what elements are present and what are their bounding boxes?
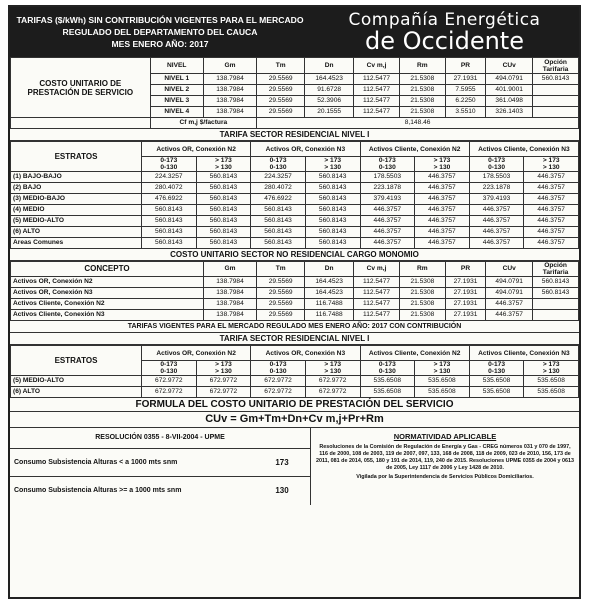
table-cell: 446.3757 (524, 172, 579, 183)
table-cell: 446.3757 (469, 205, 524, 216)
row-label: (5) MEDIO-ALTO (11, 376, 142, 387)
group-header: Activos OR, Conexión N2 (142, 142, 251, 157)
normatividad-block (311, 428, 579, 505)
cu-header: Cv m,j (354, 58, 400, 74)
table-cell: 326.1403 (486, 107, 533, 118)
logo-line-2: de Occidente (365, 27, 524, 55)
table-cell: 560.8143 (142, 205, 197, 216)
title-line-1: TARIFAS ($/kWh) SIN CONTRIBUCIÓN VIGENTES PARA EL MERCADO (16, 15, 304, 25)
row-label: Activos Cliente, Conexión N2 (11, 299, 204, 310)
table-cell: 21.5308 (399, 96, 445, 107)
row-label: (3) MEDIO-BAJO (11, 194, 142, 205)
table-cell: 446.3757 (415, 238, 470, 249)
table-cell: 223.1878 (469, 183, 524, 194)
nores-header: CONCEPTO (11, 262, 204, 277)
subsistence-row (10, 477, 310, 504)
table-cell: 446.3757 (360, 205, 415, 216)
group-header: Activos Cliente, Conexión N2 (360, 142, 469, 157)
table-cell: 446.3757 (415, 205, 470, 216)
table-cell: 29.5569 (257, 288, 305, 299)
table-cell: 3.5510 (445, 107, 485, 118)
row-label: (6) ALTO (11, 227, 142, 238)
table-cell: 446.3757 (469, 227, 524, 238)
table-cell: 164.4523 (305, 277, 354, 288)
table-cell: 21.5308 (399, 85, 445, 96)
nores-header: Dn (305, 262, 354, 277)
nores-header: Rm (399, 262, 445, 277)
table-cell: 361.0498 (486, 96, 533, 107)
table-cell: 446.3757 (360, 216, 415, 227)
range-header: > 173 > 130 (305, 361, 360, 376)
cu-header: CUv (486, 58, 533, 74)
table-cell: 476.6922 (142, 194, 197, 205)
table-cell: 27.1931 (445, 277, 485, 288)
table-cell: 178.5503 (469, 172, 524, 183)
nores-header: Cv m,j (354, 262, 400, 277)
table-cell: 116.7488 (305, 299, 354, 310)
table-row (11, 227, 579, 238)
subsistence-value: 130 (275, 486, 289, 495)
table-cell: 280.4072 (142, 183, 197, 194)
table-cell: 560.8143 (251, 205, 306, 216)
table-cell: 52.3906 (305, 96, 354, 107)
table-cell: 560.8143 (305, 194, 360, 205)
table-cell: 27.1931 (445, 299, 485, 310)
table-cell: 560.8143 (196, 172, 251, 183)
table-cell: 138.7984 (203, 85, 256, 96)
subsistence-row (10, 449, 310, 477)
table-cell (533, 96, 579, 107)
table-cell: 29.5569 (257, 85, 305, 96)
table-cell: 560.8143 (196, 238, 251, 249)
table-cell: NIVEL 4 (150, 107, 203, 118)
table-cell: 535.6508 (469, 376, 524, 387)
table-cell: 164.4523 (305, 74, 354, 85)
table-cell: 494.0791 (486, 288, 533, 299)
table-cell: 560.8143 (305, 216, 360, 227)
table-cell: 560.8143 (196, 205, 251, 216)
table-cell: 672.9772 (196, 387, 251, 398)
range-header: 0-173 0-130 (251, 157, 306, 172)
table-cell: 280.4072 (251, 183, 306, 194)
table-cell: 224.3257 (142, 172, 197, 183)
row-label: (4) MEDIO (11, 205, 142, 216)
header-title (10, 7, 310, 57)
table-cell: 560.8143 (305, 227, 360, 238)
group-header: Activos Cliente, Conexión N3 (469, 142, 578, 157)
table-cell: 178.5503 (360, 172, 415, 183)
table-cell: 560.8143 (142, 238, 197, 249)
table-cell: 560.8143 (142, 216, 197, 227)
table-cell: 494.0791 (486, 74, 533, 85)
range-header: > 173 > 130 (524, 157, 579, 172)
nores-table (10, 261, 579, 321)
table-cell: 535.6508 (360, 387, 415, 398)
range-header: 0-173 0-130 (360, 361, 415, 376)
table-cell: 20.1555 (305, 107, 354, 118)
cu-header: NIVEL (150, 58, 203, 74)
table-cell: 446.3757 (415, 227, 470, 238)
normatividad-text: Resoluciones de la Comisión de Regulación de Energía y Gas - CREG números 031 y 070 de 1997, 116 de 2000, 108 de 2003, 119 de 2007, 097, 133, 168 de 2008, 118 de 2009, 023 de 2010, 156, 173 de 2011, 081 de 2014, 055, 180 y 191 de 2014, 119, 240 de 2015. Resoluciones UPME 0355 de 2004 y 0613 de 2005, Ley 1117 de 2006 y Ley 1428 de 2010. (315, 444, 575, 471)
row-label: (1) BAJO-BAJO (11, 172, 142, 183)
subsistence-block (10, 428, 311, 505)
subsistence-label: Consumo Subsistencia Alturas >= a 1000 mts snm (14, 487, 182, 494)
table-cell: 446.3757 (524, 194, 579, 205)
table-cell: 138.7984 (203, 310, 256, 321)
table-cell: 27.1931 (445, 288, 485, 299)
nores-header: PR (445, 262, 485, 277)
table-cell: 446.3757 (415, 172, 470, 183)
table-cell: 672.9772 (196, 376, 251, 387)
table-cell: 446.3757 (469, 216, 524, 227)
company-logo (310, 7, 579, 57)
range-header: > 173 > 130 (196, 157, 251, 172)
res1-table (10, 141, 579, 249)
table-cell: 560.8143 (196, 194, 251, 205)
cu-header: Gm (203, 58, 256, 74)
range-header: > 173 > 130 (524, 361, 579, 376)
cu-row-label: COSTO UNITARIO DE PRESTACIÓN DE SERVICIO (11, 58, 151, 118)
range-header: > 173 > 130 (415, 157, 470, 172)
table-cell: 116.7488 (305, 310, 354, 321)
row-label: (2) BAJO (11, 183, 142, 194)
table-cell (533, 299, 579, 310)
table-cell: 535.6508 (524, 376, 579, 387)
row-label: Activos OR, Conexión N2 (11, 277, 204, 288)
table-cell: 112.5477 (354, 85, 400, 96)
table-cell: 224.3257 (251, 172, 306, 183)
range-header: 0-173 0-130 (142, 157, 197, 172)
group-header: Activos OR, Conexión N3 (251, 346, 360, 361)
table-cell: 560.8143 (305, 238, 360, 249)
cu-table (10, 57, 579, 129)
cu-header: PR (445, 58, 485, 74)
table-row (11, 310, 579, 321)
table-cell: 494.0791 (486, 277, 533, 288)
range-header: 0-173 0-130 (142, 361, 197, 376)
range-header: > 173 > 130 (196, 361, 251, 376)
estratos-label: ESTRATOS (11, 142, 142, 172)
table-cell: 29.5569 (257, 96, 305, 107)
contrib-title: TARIFAS VIGENTES PARA EL MERCADO REGULADO MES ENERO AÑO: 2017 CON CONTRIBUCIÓN (10, 321, 579, 333)
table-cell: 560.8143 (305, 183, 360, 194)
table-cell: 672.9772 (142, 387, 197, 398)
table-cell: 112.5477 (354, 107, 400, 118)
cf-label: Cf m,j $/factura (150, 118, 257, 129)
table-cell: 535.6508 (469, 387, 524, 398)
resolucion-label: RESOLUCIÓN 0355 - 8-VII-2004 - UPME (10, 428, 310, 449)
table-cell: 112.5477 (354, 74, 400, 85)
table-cell: 535.6508 (415, 376, 470, 387)
header-bar (10, 7, 579, 57)
table-cell: NIVEL 3 (150, 96, 203, 107)
table-cell: 560.8143 (196, 216, 251, 227)
group-header: Activos Cliente, Conexión N3 (469, 346, 578, 361)
subsistence-label: Consumo Subsistencia Alturas < a 1000 mts snm (14, 459, 178, 466)
nores-header: Opción Tarifaria (533, 262, 579, 277)
res1-title: TARIFA SECTOR RESIDENCIAL NIVEL I (10, 129, 579, 141)
table-cell: 672.9772 (251, 376, 306, 387)
cu-header: Rm (399, 58, 445, 74)
title-line-3: MES ENERO AÑO: 2017 (111, 39, 209, 49)
range-header: 0-173 0-130 (251, 361, 306, 376)
table-cell: 21.5308 (399, 107, 445, 118)
range-header: 0-173 0-130 (469, 361, 524, 376)
cu-header: Tm (257, 58, 305, 74)
table-row (11, 172, 579, 183)
title-line-2: REGULADO DEL DEPARTAMENTO DEL CAUCA (62, 27, 258, 37)
vigilada-text: Vigilada por la Superintendencia de Servicios Públicos Domiciliarios. (356, 474, 534, 480)
table-cell: 446.3757 (486, 310, 533, 321)
nores-header: Gm (203, 262, 256, 277)
footer (10, 428, 579, 505)
table-cell: 379.4193 (469, 194, 524, 205)
table-row (11, 387, 579, 398)
table-row (11, 238, 579, 249)
table-cell: 138.7984 (203, 299, 256, 310)
table-cell: 560.8143 (305, 205, 360, 216)
res2-table (10, 345, 579, 398)
row-label: (5) MEDIO-ALTO (11, 216, 142, 227)
table-cell: 535.6508 (524, 387, 579, 398)
table-cell: 560.8143 (251, 216, 306, 227)
res2-title: TARIFA SECTOR RESIDENCIAL NIVEL I (10, 333, 579, 345)
cu-header: Opción Tarifaria (533, 58, 579, 74)
table-cell: 560.8143 (196, 227, 251, 238)
table-cell: 560.8143 (142, 227, 197, 238)
range-header: 0-173 0-130 (469, 157, 524, 172)
table-row (11, 376, 579, 387)
range-header: > 173 > 130 (305, 157, 360, 172)
table-cell: 446.3757 (469, 238, 524, 249)
table-row (11, 288, 579, 299)
table-cell: 672.9772 (142, 376, 197, 387)
table-cell (533, 85, 579, 96)
table-cell: 446.3757 (524, 227, 579, 238)
table-cell: 7.5955 (445, 85, 485, 96)
row-label: Areas Comunes (11, 238, 142, 249)
table-cell: 138.7984 (203, 288, 256, 299)
table-cell: 560.8143 (305, 172, 360, 183)
table-cell: 112.5477 (354, 277, 400, 288)
table-cell: 27.1931 (445, 74, 485, 85)
table-cell: 29.5569 (257, 107, 305, 118)
table-cell: 446.3757 (524, 205, 579, 216)
table-cell: 535.6508 (360, 376, 415, 387)
group-header: Activos OR, Conexión N2 (142, 346, 251, 361)
table-cell: 672.9772 (305, 387, 360, 398)
table-cell: 446.3757 (524, 183, 579, 194)
group-header: Activos OR, Conexión N3 (251, 142, 360, 157)
table-row (11, 205, 579, 216)
table-cell: NIVEL 1 (150, 74, 203, 85)
cf-value: 8,148.46 (257, 118, 579, 129)
table-cell: 223.1878 (360, 183, 415, 194)
table-cell: 560.8143 (251, 227, 306, 238)
normatividad-title: NORMATIVIDAD APLICABLE (393, 432, 497, 441)
table-cell: 138.7984 (203, 96, 256, 107)
row-label: (6) ALTO (11, 387, 142, 398)
tariff-sheet (8, 5, 581, 599)
table-cell: 138.7984 (203, 107, 256, 118)
table-cell: 6.2250 (445, 96, 485, 107)
table-cell: 164.4523 (305, 288, 354, 299)
table-cell: 29.5569 (257, 310, 305, 321)
table-cell: 560.8143 (533, 288, 579, 299)
table-cell: 112.5477 (354, 299, 400, 310)
cf-row (11, 118, 579, 129)
table-cell: 446.3757 (524, 216, 579, 227)
table-cell: 535.6508 (415, 387, 470, 398)
row-label: Activos OR, Conexión N3 (11, 288, 204, 299)
table-row (11, 183, 579, 194)
table-cell: 446.3757 (415, 216, 470, 227)
row-label: Activos Cliente, Conexión N3 (11, 310, 204, 321)
table-cell: 21.5308 (399, 288, 445, 299)
nores-title: COSTO UNITARIO SECTOR NO RESIDENCIAL CARGO MONOMIO (10, 249, 579, 261)
table-cell: 21.5308 (399, 299, 445, 310)
table-cell: 560.8143 (251, 238, 306, 249)
range-header: 0-173 0-130 (360, 157, 415, 172)
table-cell: 446.3757 (415, 183, 470, 194)
subsistence-value: 173 (275, 458, 289, 467)
cu-header: Dn (305, 58, 354, 74)
table-cell: 446.3757 (415, 194, 470, 205)
table-cell: 560.8143 (196, 183, 251, 194)
estratos-label: ESTRATOS (11, 346, 142, 376)
table-cell: 672.9772 (305, 376, 360, 387)
table-cell: 21.5308 (399, 310, 445, 321)
table-cell: NIVEL 2 (150, 85, 203, 96)
table-cell: 476.6922 (251, 194, 306, 205)
table-cell: 138.7984 (203, 74, 256, 85)
table-row (11, 299, 579, 310)
table-row (11, 194, 579, 205)
table-row (11, 216, 579, 227)
formula-expr: CUv = Gm+Tm+Dn+Cv m,j+Pr+Rm (10, 412, 579, 428)
group-header: Activos Cliente, Conexión N2 (360, 346, 469, 361)
table-cell: 112.5477 (354, 288, 400, 299)
table-cell: 27.1931 (445, 310, 485, 321)
table-cell: 401.9001 (486, 85, 533, 96)
table-cell (533, 107, 579, 118)
table-cell: 446.3757 (360, 238, 415, 249)
table-cell: 29.5569 (257, 74, 305, 85)
nores-header: CUv (486, 262, 533, 277)
table-cell: 91.6728 (305, 85, 354, 96)
table-cell: 672.9772 (251, 387, 306, 398)
table-cell: 379.4193 (360, 194, 415, 205)
table-cell (533, 310, 579, 321)
table-cell: 446.3757 (524, 238, 579, 249)
nores-header: Tm (257, 262, 305, 277)
table-row (11, 277, 579, 288)
range-header: > 173 > 130 (415, 361, 470, 376)
table-cell: 560.8143 (533, 277, 579, 288)
table-cell: 446.3757 (486, 299, 533, 310)
logo-line-1: Compañía Energética (348, 10, 541, 30)
table-cell: 112.5477 (354, 310, 400, 321)
table-cell: 446.3757 (360, 227, 415, 238)
table-cell: 29.5569 (257, 277, 305, 288)
table-cell: 112.5477 (354, 96, 400, 107)
table-cell: 21.5308 (399, 74, 445, 85)
table-cell: 21.5308 (399, 277, 445, 288)
table-cell: 138.7984 (203, 277, 256, 288)
table-cell: 560.8143 (533, 74, 579, 85)
table-cell: 29.5569 (257, 299, 305, 310)
formula-title: FORMULA DEL COSTO UNITARIO DE PRESTACIÓN DEL SERVICIO (10, 398, 579, 412)
